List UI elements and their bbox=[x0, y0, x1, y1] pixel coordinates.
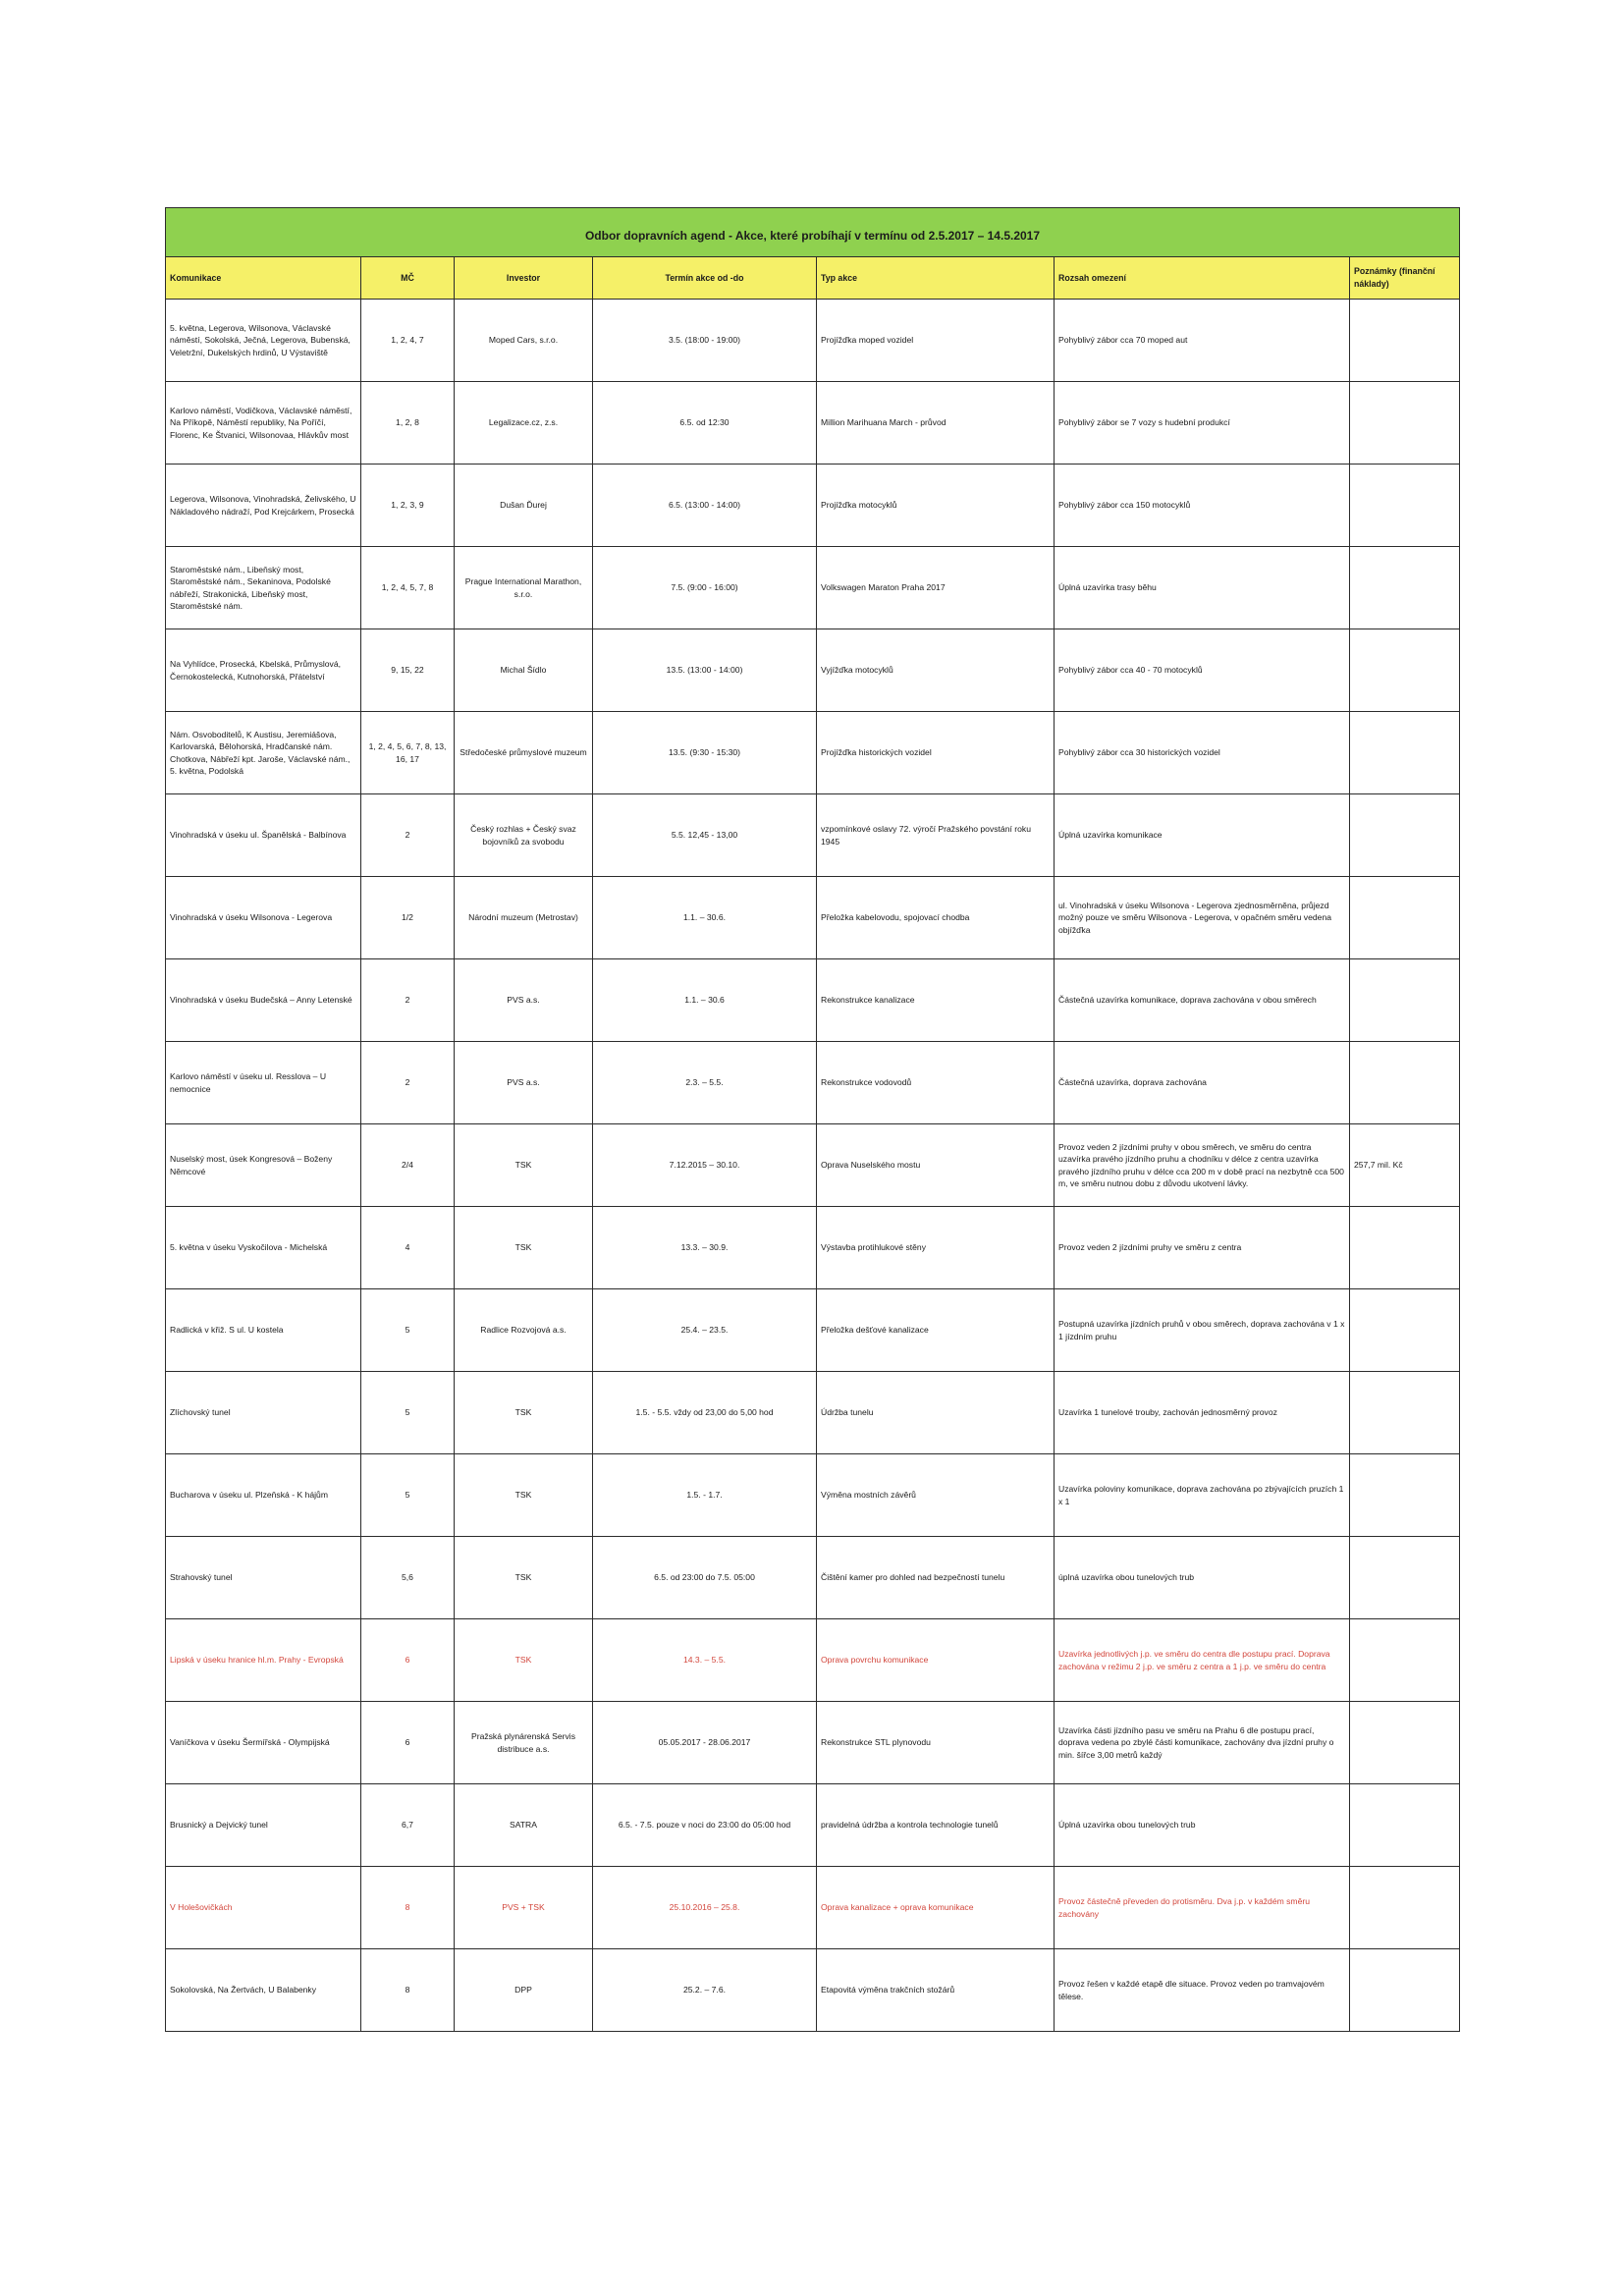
cell-termin: 2.3. – 5.5. bbox=[593, 1042, 817, 1124]
cell-mc: 5,6 bbox=[361, 1537, 455, 1619]
cell-investor: Michal Šídlo bbox=[455, 629, 593, 712]
cell-komunikace: Staroměstské nám., Libeňský most, Staroměstské nám., Sekaninova, Podolské nábřeží, Strakonická, Libeňský most, Staroměstské nám. bbox=[166, 547, 361, 629]
cell-komunikace: Vinohradská v úseku Budečská – Anny Letenské bbox=[166, 959, 361, 1042]
cell-poznamky bbox=[1350, 382, 1460, 465]
table-row bbox=[166, 1124, 1460, 1207]
cell-mc: 4 bbox=[361, 1207, 455, 1289]
cell-typ: Přeložka dešťové kanalizace bbox=[817, 1289, 1055, 1372]
cell-termin: 5.5. 12,45 - 13,00 bbox=[593, 794, 817, 877]
cell-termin: 13.5. (9:30 - 15:30) bbox=[593, 712, 817, 794]
cell-investor: PVS a.s. bbox=[455, 1042, 593, 1124]
cell-mc: 9, 15, 22 bbox=[361, 629, 455, 712]
cell-typ: Rekonstrukce STL plynovodu bbox=[817, 1702, 1055, 1784]
cell-mc: 1, 2, 4, 5, 7, 8 bbox=[361, 547, 455, 629]
header-mc: MČ bbox=[361, 257, 455, 300]
cell-typ: Čištění kamer pro dohled nad bezpečností tunelu bbox=[817, 1537, 1055, 1619]
events-table bbox=[165, 207, 1460, 2032]
cell-rozsah: Uzavírka poloviny komunikace, doprava zachována po zbývajících pruzích 1 x 1 bbox=[1055, 1454, 1350, 1537]
cell-termin: 6.5. - 7.5. pouze v noci do 23:00 do 05:00 hod bbox=[593, 1784, 817, 1867]
cell-termin: 1.1. – 30.6. bbox=[593, 877, 817, 959]
table-row bbox=[166, 1702, 1460, 1784]
cell-komunikace: Radlická v křiž. S ul. U kostela bbox=[166, 1289, 361, 1372]
cell-typ: Výstavba protihlukové stěny bbox=[817, 1207, 1055, 1289]
cell-typ: Vyjížďka motocyklů bbox=[817, 629, 1055, 712]
cell-mc: 6 bbox=[361, 1702, 455, 1784]
cell-mc: 2 bbox=[361, 1042, 455, 1124]
cell-investor: TSK bbox=[455, 1537, 593, 1619]
table-title: Odbor dopravních agend - Akce, které probíhají v termínu od 2.5.2017 – 14.5.2017 bbox=[166, 208, 1460, 257]
cell-typ: Projížďka moped vozidel bbox=[817, 300, 1055, 382]
cell-komunikace: V Holešovičkách bbox=[166, 1867, 361, 1949]
cell-mc: 1, 2, 8 bbox=[361, 382, 455, 465]
cell-poznamky bbox=[1350, 1372, 1460, 1454]
table-row bbox=[166, 1372, 1460, 1454]
cell-mc: 1/2 bbox=[361, 877, 455, 959]
cell-mc: 1, 2, 3, 9 bbox=[361, 465, 455, 547]
cell-poznamky bbox=[1350, 1949, 1460, 2032]
cell-mc: 1, 2, 4, 5, 6, 7, 8, 13, 16, 17 bbox=[361, 712, 455, 794]
header-rozsah: Rozsah omezení bbox=[1055, 257, 1350, 300]
header-poznamky: Poznámky (finanční náklady) bbox=[1350, 257, 1460, 300]
table-row bbox=[166, 300, 1460, 382]
cell-typ: Rekonstrukce vodovodů bbox=[817, 1042, 1055, 1124]
cell-investor: Středočeské průmyslové muzeum bbox=[455, 712, 593, 794]
cell-investor: Národní muzeum (Metrostav) bbox=[455, 877, 593, 959]
cell-rozsah: ul. Vinohradská v úseku Wilsonova - Legerova zjednosměrněna, průjezd možný pouze ve směru Wilsonova - Legerova, v opačném směru vedena objížďka bbox=[1055, 877, 1350, 959]
cell-termin: 1.5. - 5.5. vždy od 23,00 do 5,00 hod bbox=[593, 1372, 817, 1454]
cell-poznamky bbox=[1350, 1537, 1460, 1619]
cell-investor: TSK bbox=[455, 1454, 593, 1537]
cell-termin: 25.4. – 23.5. bbox=[593, 1289, 817, 1372]
cell-komunikace: Legerova, Wilsonova, Vinohradská, Želivského, U Nákladového nádraží, Pod Krejcárkem, Prosecká bbox=[166, 465, 361, 547]
cell-termin: 05.05.2017 - 28.06.2017 bbox=[593, 1702, 817, 1784]
cell-typ: vzpomínkové oslavy 72. výročí Pražského povstání roku 1945 bbox=[817, 794, 1055, 877]
table-row bbox=[166, 959, 1460, 1042]
cell-rozsah: Úplná uzavírka komunikace bbox=[1055, 794, 1350, 877]
cell-typ: Etapovitá výměna trakčních stožárů bbox=[817, 1949, 1055, 2032]
cell-termin: 25.2. – 7.6. bbox=[593, 1949, 817, 2032]
cell-komunikace: Lipská v úseku hranice hl.m. Prahy - Evropská bbox=[166, 1619, 361, 1702]
cell-termin: 1.1. – 30.6 bbox=[593, 959, 817, 1042]
cell-typ: Oprava kanalizace + oprava komunikace bbox=[817, 1867, 1055, 1949]
cell-rozsah: Úplná uzavírka obou tunelových trub bbox=[1055, 1784, 1350, 1867]
cell-mc: 6 bbox=[361, 1619, 455, 1702]
cell-termin: 6.5. od 12:30 bbox=[593, 382, 817, 465]
cell-komunikace: Strahovský tunel bbox=[166, 1537, 361, 1619]
cell-poznamky bbox=[1350, 1454, 1460, 1537]
cell-typ: Výměna mostních závěrů bbox=[817, 1454, 1055, 1537]
cell-mc: 2 bbox=[361, 794, 455, 877]
cell-termin: 6.5. od 23:00 do 7.5. 05:00 bbox=[593, 1537, 817, 1619]
cell-poznamky bbox=[1350, 465, 1460, 547]
cell-mc: 2/4 bbox=[361, 1124, 455, 1207]
cell-komunikace: Zlíchovský tunel bbox=[166, 1372, 361, 1454]
cell-poznamky bbox=[1350, 959, 1460, 1042]
table-row bbox=[166, 877, 1460, 959]
cell-mc: 8 bbox=[361, 1949, 455, 2032]
cell-rozsah: Částečná uzavírka, doprava zachována bbox=[1055, 1042, 1350, 1124]
cell-typ: Volkswagen Maraton Praha 2017 bbox=[817, 547, 1055, 629]
cell-typ: Přeložka kabelovodu, spojovací chodba bbox=[817, 877, 1055, 959]
cell-poznamky bbox=[1350, 1784, 1460, 1867]
cell-poznamky bbox=[1350, 1042, 1460, 1124]
cell-typ: Rekonstrukce kanalizace bbox=[817, 959, 1055, 1042]
cell-rozsah: Provoz částečně převeden do protisměru. Dva j.p. v každém směru zachovány bbox=[1055, 1867, 1350, 1949]
cell-rozsah: Částečná uzavírka komunikace, doprava zachována v obou směrech bbox=[1055, 959, 1350, 1042]
cell-typ: Million Marihuana March - průvod bbox=[817, 382, 1055, 465]
cell-rozsah: Pohyblivý zábor cca 150 motocyklů bbox=[1055, 465, 1350, 547]
cell-mc: 5 bbox=[361, 1372, 455, 1454]
cell-poznamky bbox=[1350, 712, 1460, 794]
cell-investor: PVS + TSK bbox=[455, 1867, 593, 1949]
cell-typ: Projížďka historických vozidel bbox=[817, 712, 1055, 794]
cell-komunikace: Nuselský most, úsek Kongresová – Boženy Němcové bbox=[166, 1124, 361, 1207]
cell-mc: 5 bbox=[361, 1289, 455, 1372]
cell-typ: Oprava povrchu komunikace bbox=[817, 1619, 1055, 1702]
cell-investor: Moped Cars, s.r.o. bbox=[455, 300, 593, 382]
cell-termin: 1.5. - 1.7. bbox=[593, 1454, 817, 1537]
cell-komunikace: Karlovo náměstí, Vodičkova, Václavské náměstí, Na Příkopě, Náměstí republiky, Na Poříčí, Florenc, Ke Štvanici, Wilsonovaa, Hlávkův most bbox=[166, 382, 361, 465]
cell-investor: Prague International Marathon, s.r.o. bbox=[455, 547, 593, 629]
cell-typ: Oprava Nuselského mostu bbox=[817, 1124, 1055, 1207]
cell-mc: 5 bbox=[361, 1454, 455, 1537]
table-row bbox=[166, 712, 1460, 794]
table-row bbox=[166, 1867, 1460, 1949]
cell-investor: Radlice Rozvojová a.s. bbox=[455, 1289, 593, 1372]
cell-investor: Dušan Ďurej bbox=[455, 465, 593, 547]
cell-termin: 13.3. – 30.9. bbox=[593, 1207, 817, 1289]
cell-poznamky bbox=[1350, 629, 1460, 712]
cell-rozsah: Pohyblivý zábor cca 70 moped aut bbox=[1055, 300, 1350, 382]
cell-investor: Legalizace.cz, z.s. bbox=[455, 382, 593, 465]
cell-termin: 3.5. (18:00 - 19:00) bbox=[593, 300, 817, 382]
header-investor: Investor bbox=[455, 257, 593, 300]
table-row bbox=[166, 382, 1460, 465]
cell-komunikace: Vinohradská v úseku Wilsonova - Legerova bbox=[166, 877, 361, 959]
cell-typ: pravidelná údržba a kontrola technologie tunelů bbox=[817, 1784, 1055, 1867]
cell-rozsah: Uzavírka 1 tunelové trouby, zachován jednosměrný provoz bbox=[1055, 1372, 1350, 1454]
cell-rozsah: Provoz veden 2 jízdními pruhy v obou směrech, ve směru do centra uzavírka pravého jízdního pruhu a chodníku v délce z centra uzavírka pravého jízdního pruhu v délce cca 200 m v době prací na nezbytně cca 500 m, ve směru nutnou dobu z důvodu ukotvení lávky. bbox=[1055, 1124, 1350, 1207]
header-termin: Termín akce od -do bbox=[593, 257, 817, 300]
cell-komunikace: Karlovo náměstí v úseku ul. Resslova – U nemocnice bbox=[166, 1042, 361, 1124]
cell-investor: TSK bbox=[455, 1207, 593, 1289]
table-row bbox=[166, 547, 1460, 629]
cell-termin: 25.10.2016 – 25.8. bbox=[593, 1867, 817, 1949]
cell-typ: Projížďka motocyklů bbox=[817, 465, 1055, 547]
cell-poznamky bbox=[1350, 1207, 1460, 1289]
cell-rozsah: Pohyblivý zábor se 7 vozy s hudební produkcí bbox=[1055, 382, 1350, 465]
cell-poznamky bbox=[1350, 1289, 1460, 1372]
document-sheet bbox=[165, 207, 1459, 2032]
cell-poznamky bbox=[1350, 877, 1460, 959]
cell-komunikace: 5. května v úseku Vyskočilova - Michelská bbox=[166, 1207, 361, 1289]
cell-investor: TSK bbox=[455, 1124, 593, 1207]
cell-komunikace: Sokolovská, Na Žertvách, U Balabenky bbox=[166, 1949, 361, 2032]
cell-investor: PVS a.s. bbox=[455, 959, 593, 1042]
cell-poznamky bbox=[1350, 1619, 1460, 1702]
header-row bbox=[166, 257, 1460, 300]
cell-rozsah: Uzavírka části jízdního pasu ve směru na Prahu 6 dle postupu prací, doprava vedena po zbylé části komunikace, zachovány dva jízdní pruhy o min. šířce 3,00 metrů každý bbox=[1055, 1702, 1350, 1784]
cell-poznamky bbox=[1350, 1867, 1460, 1949]
table-row bbox=[166, 1454, 1460, 1537]
cell-investor: TSK bbox=[455, 1372, 593, 1454]
table-row bbox=[166, 629, 1460, 712]
cell-typ: Údržba tunelu bbox=[817, 1372, 1055, 1454]
cell-mc: 6,7 bbox=[361, 1784, 455, 1867]
cell-mc: 2 bbox=[361, 959, 455, 1042]
header-komunikace: Komunikace bbox=[166, 257, 361, 300]
cell-poznamky bbox=[1350, 547, 1460, 629]
cell-komunikace: Vaníčkova v úseku Šermířská - Olympijská bbox=[166, 1702, 361, 1784]
cell-poznamky bbox=[1350, 300, 1460, 382]
cell-rozsah: Pohyblivý zábor cca 30 historických vozidel bbox=[1055, 712, 1350, 794]
cell-investor: Pražská plynárenská Servis distribuce a.s. bbox=[455, 1702, 593, 1784]
cell-termin: 7.12.2015 – 30.10. bbox=[593, 1124, 817, 1207]
cell-komunikace: Nám. Osvoboditelů, K Austisu, Jeremiášova, Karlovarská, Bělohorská, Hradčanské nám. Chotkova, Nábřeží kpt. Jaroše, Václavské nám., 5. května, Podolská bbox=[166, 712, 361, 794]
cell-poznamky: 257,7 mil. Kč bbox=[1350, 1124, 1460, 1207]
cell-komunikace: Vinohradská v úseku ul. Španělská - Balbínova bbox=[166, 794, 361, 877]
cell-investor: DPP bbox=[455, 1949, 593, 2032]
cell-komunikace: 5. května, Legerova, Wilsonova, Václavské náměstí, Sokolská, Ječná, Legerova, Bubenská, Veletržní, Dukelských hrdinů, U Výstaviště bbox=[166, 300, 361, 382]
cell-rozsah: Provoz veden 2 jízdními pruhy ve směru z centra bbox=[1055, 1207, 1350, 1289]
table-row bbox=[166, 465, 1460, 547]
table-row bbox=[166, 1042, 1460, 1124]
cell-rozsah: Úplná uzavírka trasy běhu bbox=[1055, 547, 1350, 629]
cell-komunikace: Bucharova v úseku ul. Plzeňská - K hájům bbox=[166, 1454, 361, 1537]
cell-investor: Český rozhlas + Český svaz bojovníků za svobodu bbox=[455, 794, 593, 877]
cell-termin: 14.3. – 5.5. bbox=[593, 1619, 817, 1702]
cell-termin: 13.5. (13:00 - 14:00) bbox=[593, 629, 817, 712]
cell-investor: SATRA bbox=[455, 1784, 593, 1867]
table-row bbox=[166, 1784, 1460, 1867]
cell-rozsah: Uzavírka jednotlivých j.p. ve směru do centra dle postupu prací. Doprava zachována v režimu 2 j.p. ve směru z centra a 1 j.p. ve směru do centra bbox=[1055, 1619, 1350, 1702]
table-row bbox=[166, 1207, 1460, 1289]
table-row bbox=[166, 1289, 1460, 1372]
cell-termin: 7.5. (9:00 - 16:00) bbox=[593, 547, 817, 629]
cell-rozsah: Pohyblivý zábor cca 40 - 70 motocyklů bbox=[1055, 629, 1350, 712]
cell-poznamky bbox=[1350, 794, 1460, 877]
table-row bbox=[166, 794, 1460, 877]
cell-mc: 8 bbox=[361, 1867, 455, 1949]
cell-investor: TSK bbox=[455, 1619, 593, 1702]
cell-rozsah: Provoz řešen v každé etapě dle situace. Provoz veden po tramvajovém tělese. bbox=[1055, 1949, 1350, 2032]
cell-komunikace: Na Vyhlídce, Prosecká, Kbelská, Průmyslová, Černokostelecká, Kutnohorská, Přátelství bbox=[166, 629, 361, 712]
cell-rozsah: Postupná uzavírka jízdních pruhů v obou směrech, doprava zachována v 1 x 1 jízdním pruhu bbox=[1055, 1289, 1350, 1372]
table-row bbox=[166, 1537, 1460, 1619]
header-typ: Typ akce bbox=[817, 257, 1055, 300]
cell-rozsah: úplná uzavírka obou tunelových trub bbox=[1055, 1537, 1350, 1619]
cell-poznamky bbox=[1350, 1702, 1460, 1784]
cell-termin: 6.5. (13:00 - 14:00) bbox=[593, 465, 817, 547]
table-row bbox=[166, 1949, 1460, 2032]
cell-mc: 1, 2, 4, 7 bbox=[361, 300, 455, 382]
table-row bbox=[166, 1619, 1460, 1702]
cell-komunikace: Brusnický a Dejvický tunel bbox=[166, 1784, 361, 1867]
